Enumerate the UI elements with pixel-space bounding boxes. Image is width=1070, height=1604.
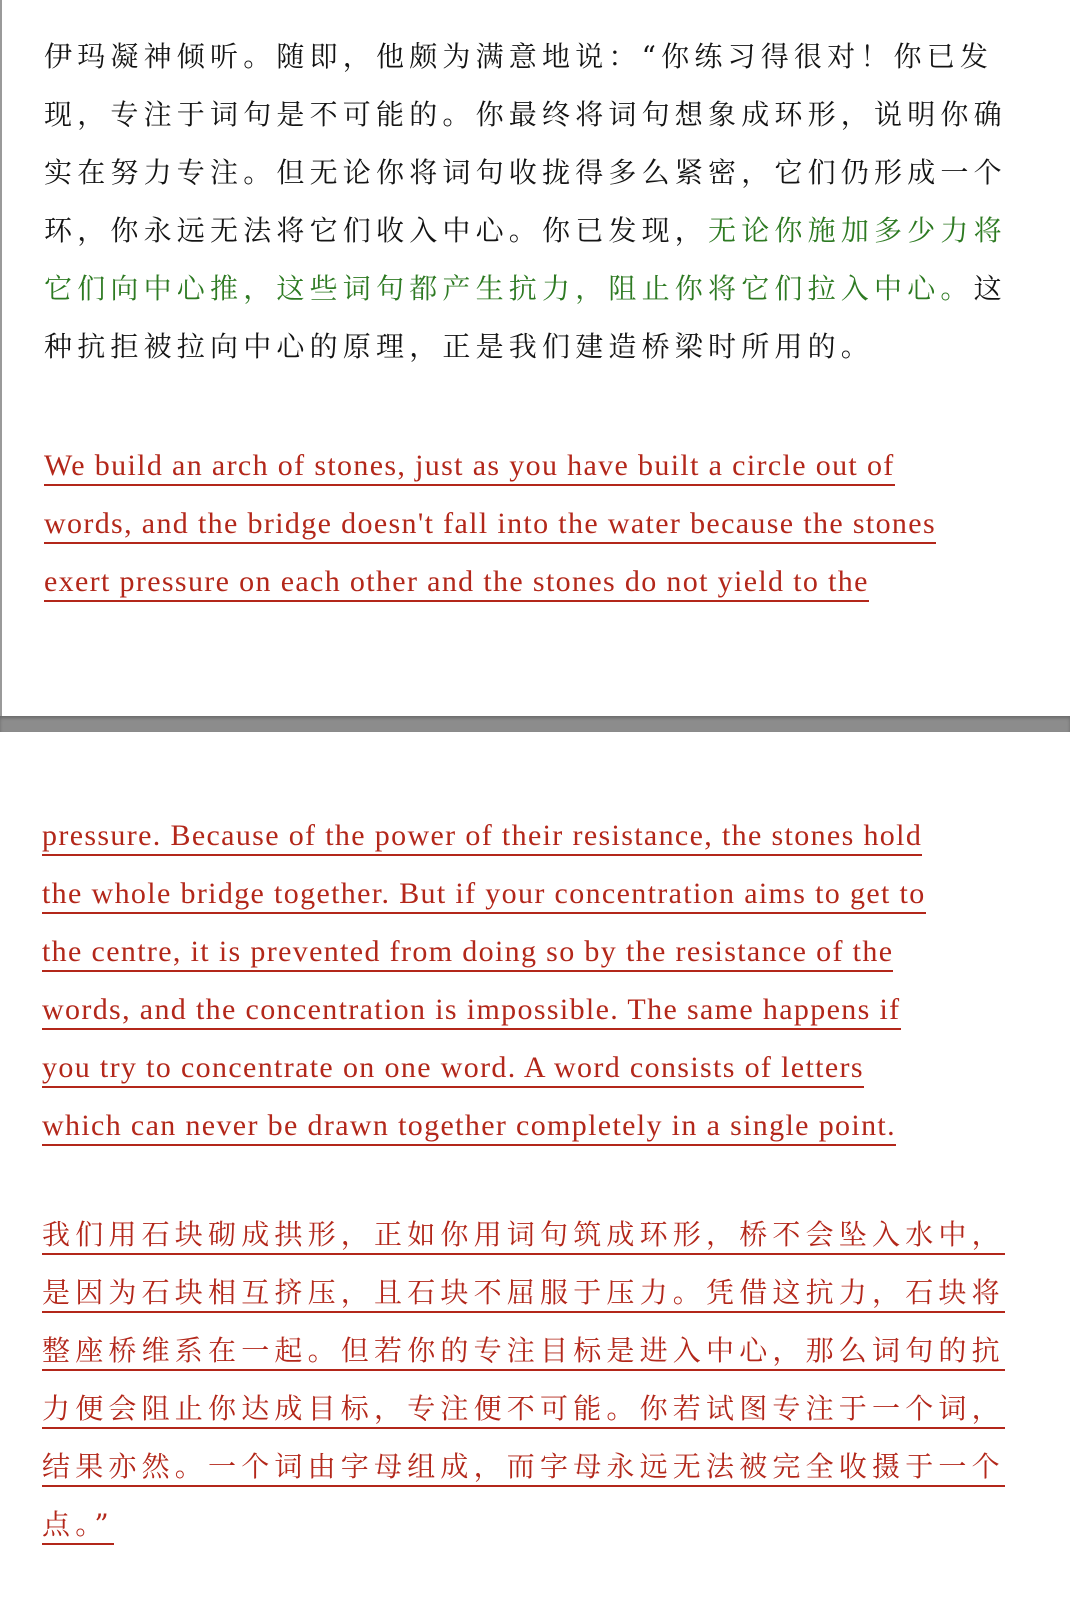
underlined-line: the whole bridge together. But if your concentration aims to get to: [42, 876, 926, 914]
chinese-paragraph-intro: [44, 28, 1034, 376]
underlined-line: We build an arch of stones, just as you have built a circle out of: [44, 448, 895, 486]
underlined-line: 我们用石块砌成拱形，正如你用词句筑成环形，桥不会坠入水中，: [42, 1217, 1005, 1255]
english-paragraph-part-2: [42, 806, 926, 1154]
underlined-line: the centre, it is prevented from doing so by the resistance of the: [42, 934, 893, 972]
underlined-line: exert pressure on each other and the stones do not yield to the: [44, 564, 869, 602]
underlined-line: you try to concentrate on one word. A word consists of letters: [42, 1050, 864, 1088]
page-separator: [0, 716, 1070, 732]
english-paragraph-part-1: [44, 436, 936, 610]
underlined-line: words, and the concentration is impossible. The same happens if: [42, 992, 901, 1030]
underlined-line: 结果亦然。一个词由字母组成，而字母永远无法被完全收摄于一个: [42, 1449, 1005, 1487]
chinese-translation-paragraph: [42, 1206, 1005, 1554]
underlined-line: 整座桥维系在一起。但若你的专注目标是进入中心，那么词句的抗: [42, 1333, 1005, 1371]
underlined-line: which can never be drawn together completely in a single point.: [42, 1108, 896, 1146]
underlined-line: 是因为石块相互挤压，且石块不屈服于压力。凭借这抗力，石块将: [42, 1275, 1005, 1313]
intro-text-start: 伊玛凝神倾听。随即，他颇为满意地说：“你练习得很对！你已发现，专注于词句是不可能的。你最终将词句想象成环形，说明你确实在努力专注。但无论你将词句收拢得多么紧密，它们仍形成一个环，你永远无法将它们收入中心。你已发现，: [44, 40, 1007, 247]
underlined-line: 力便会阻止你达成目标，专注便不可能。你若试图专注于一个词，: [42, 1391, 1005, 1429]
underlined-line: words, and the bridge doesn't fall into the water because the stones: [44, 506, 936, 544]
green-highlighted-text: 无论你施加多少力将它们向中心推，这些词句都产生抗力，阻止你将它们拉入中心。: [44, 214, 1007, 305]
intro-text-end: 这种抗拒被拉向中心的原理，正是我们建造桥梁时所用的。: [44, 272, 1007, 363]
document-page-top: [0, 0, 1070, 716]
underlined-line: pressure. Because of the power of their resistance, the stones hold: [42, 818, 922, 856]
underlined-line: 点。”: [42, 1507, 114, 1545]
